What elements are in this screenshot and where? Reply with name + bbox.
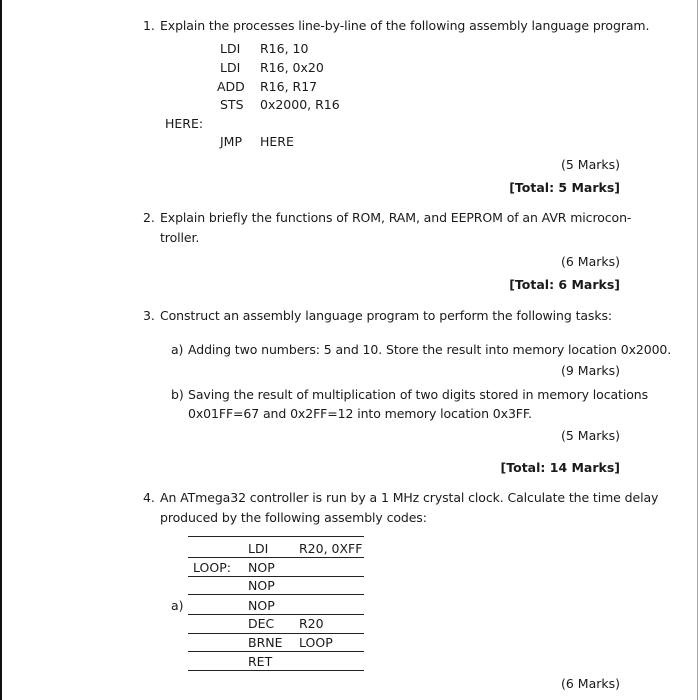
table-op: NOP [248,578,275,593]
table-arg: R20, 0XFF [299,541,363,556]
table-op: LDI [248,541,269,556]
table-label: LOOP: [193,560,231,575]
question-4-marks: (6 Marks) [560,676,620,691]
question-4-number: 4. [143,490,155,505]
table-rule [188,651,364,652]
code-op: LDI [220,41,241,56]
table-op: NOP [248,598,275,613]
question-2-text-line1: Explain briefly the functions of ROM, RAM, and EEPROM of an AVR microcon- [160,210,632,225]
code-arg: HERE [260,134,294,149]
question-3a-text: Adding two numbers: 5 and 10. Store the result into memory location 0x2000. [188,342,672,357]
question-2-total: [Total: 6 Marks] [509,277,620,292]
table-rule [188,536,364,537]
question-3b-label: b) [171,387,184,402]
question-3b-marks: (5 Marks) [560,428,620,443]
question-1-number: 1. [143,18,155,33]
code-op: STS [220,97,244,112]
question-2-number: 2. [143,210,155,225]
question-1-marks: (5 Marks) [560,157,620,172]
question-3-total: [Total: 14 Marks] [500,460,620,475]
question-4-text-line1: An ATmega32 controller is run by a 1 MHz crystal clock. Calculate the time delay [160,490,659,505]
question-4-text-line2: produced by the following assembly codes: [160,510,427,525]
code-arg: R16, 0x20 [260,60,324,75]
code-op: LDI [220,60,241,75]
table-arg: LOOP [299,635,333,650]
question-1-text: Explain the processes line-by-line of the following assembly language program. [160,18,650,33]
question-3b-text-line1: Saving the result of multiplication of two digits stored in memory locations [188,387,648,402]
table-op: BRNE [248,635,283,650]
question-3a-label: a) [171,342,184,357]
question-2-text-line2: troller. [160,230,200,245]
table-rule [188,557,364,558]
question-4a-label: a) [171,598,184,613]
question-1-total: [Total: 5 Marks] [509,180,620,195]
table-rule [188,614,364,615]
table-rule [188,594,364,595]
table-rule [188,576,364,577]
code-arg: R16, 10 [260,41,309,56]
code-op: JMP [220,134,243,149]
table-arg: R20 [299,616,324,631]
table-op: NOP [248,560,275,575]
table-rule [188,633,364,634]
table-op: DEC [248,616,275,631]
question-3-number: 3. [143,308,155,323]
table-op: RET [248,654,273,669]
question-3a-marks: (9 Marks) [560,363,620,378]
code-label: HERE: [165,116,204,131]
code-arg: 0x2000, R16 [260,97,340,112]
code-op: ADD [217,79,245,94]
page-border-left [0,0,2,700]
question-3-text: Construct an assembly language program to perform the following tasks: [160,308,613,323]
question-3b-text-line2: 0x01FF=67 and 0x2FF=12 into memory location 0x3FF. [188,406,532,421]
code-arg: R16, R17 [260,79,318,94]
table-rule [188,670,364,671]
question-2-marks: (6 Marks) [560,254,620,269]
